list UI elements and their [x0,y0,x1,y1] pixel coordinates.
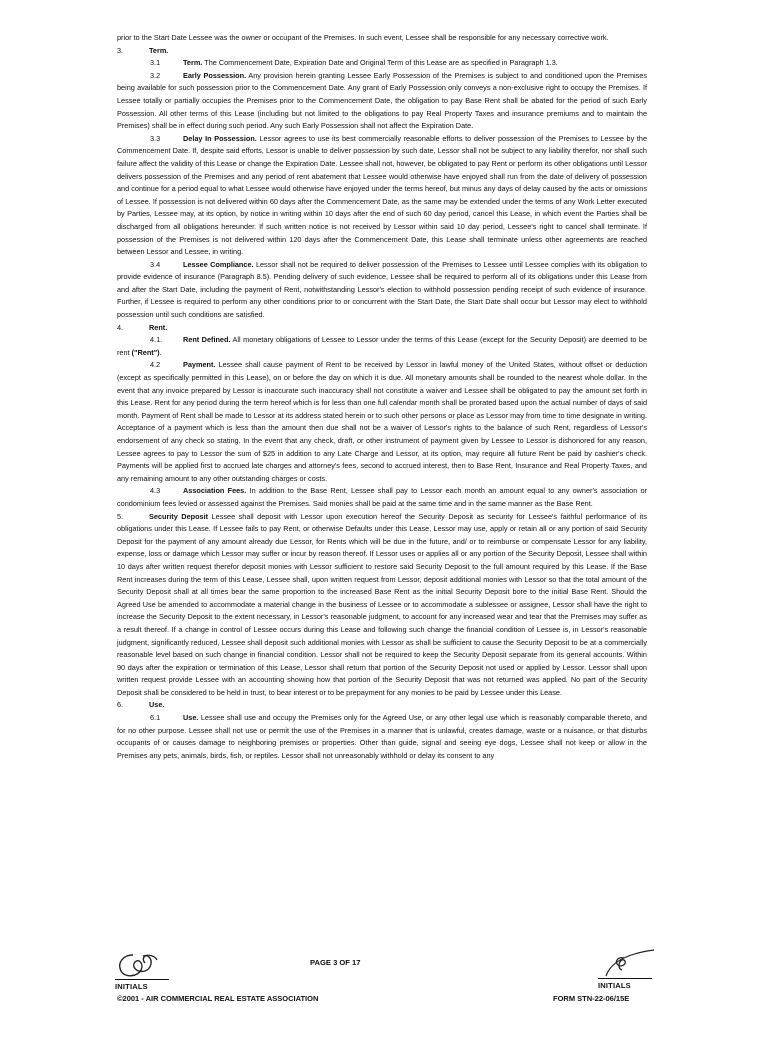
para-text: In addition to the Base Rent, Lessee shall pay to Lessor each month an amount equal to any owner's association or condominium fees levied or assessed against the Premises. Said monies shall be paid at the same time and in the same manner as the Base Rent. [117,486,648,508]
initials-label: INITIALS [598,978,652,990]
section-number: 6. [117,700,124,710]
para-title: Use. [183,713,199,723]
defined-term: ("Rent") [131,347,160,357]
para-end: . [159,347,162,357]
form-number: FORM STN-22-06/15E [553,994,630,1003]
para-number: 3.3 [150,133,161,143]
para-number: 4.2 [150,360,161,370]
section-4-heading [117,322,647,335]
initials-label: INITIALS [115,979,169,991]
para-3-3 [117,133,647,259]
para-title: Rent Defined. [183,335,231,345]
para-number: 3.4 [150,259,161,269]
para-text: The Commencement Date, Expiration Date and Original Term of this Lease are as specified in Paragraph 1.3. [204,58,558,68]
initials-right-block [598,948,658,990]
para-4-3 [117,485,647,510]
section-title: Rent. [149,322,168,332]
section-title: Security Deposit [149,511,209,521]
para-title: Association Fees. [183,486,247,496]
para-6-1 [117,712,647,762]
section-number: 4. [117,322,124,332]
lease-body [117,32,647,762]
section-3-heading [117,45,647,58]
para-text: All monetary obligations of Lessee to Lessor under the terms of this Lease (except for the Security Deposit) are deemed to be rent [117,335,648,357]
para-text: Lessee shall cause payment of Rent to be received by Lessor in lawful money of the United States, without offset or deduction (except as specifically permitted in this Lease), on or before the day on which it is due. All monetary amounts shall be rounded to the nearest whole dollar. In the event that any invoice prepared by Lessor is inaccurate such inaccuracy shall not constitute a waiver and Lessee shall be obligated to pay the amount set forth in this Lease. Rent for any period during the term hereof which is for less than one full calendar month shall be prorated based upon the actual number of days of said month. Payment of Rent shall be made to Lessor at its address stated herein or to such other persons or place as Lessor may from time to time designate in writing. Acceptance of a payment which is less than the amount then due shall not be a waiver of Lessor's rights to the balance of such Rent, regardless of Lessor's endorsement of any check so stating. In the event that any check, draft, or other instrument of payment given by Lessee to Lessor is dishonored for any reason, Lessee agrees to pay to Lessor the sum of $25 in addition to any Late Charge and Lessor, at its option, may require all future Rent be paid by cashier's check. Payments will be applied first to accrued late charges and attorney's fees, second to accrued interest, then to Base Rent, Insurance and Real Property Taxes, and any remaining amount to any other outstanding charges or costs. [117,360,648,483]
para-title: Term. [183,58,203,68]
para-3-4 [117,259,647,322]
para-3-2 [117,70,647,133]
section-title: Term. [149,45,169,55]
page-number: PAGE 3 OF 17 [310,958,361,967]
initials-signature-right [598,948,658,978]
para-title: Delay In Possession. [183,133,257,143]
initials-left-block [115,951,175,991]
section-title: Use. [149,700,165,710]
para-text: Lessor shall not be required to deliver possession of the Premises to Lessee until Lessee complies with its obligation to provide evidence of insurance (Paragraph 8.5). Pending delivery of such evidence, Lessee shall be required to perform all of its obligations under this Lease from and after the Start Date, including the payment of Rent, notwithstanding Lessor's election to withhold possession pending receipt of such evidence of insurance. Further, if Lessee is required to perform any other conditions prior to or concurrent with the Start Date, the Start Date shall occur but Lessor may elect to withhold possession until such conditions are satisfied. [117,259,647,320]
para-text: Lessor agrees to use its best commercially reasonable efforts to deliver possession of the Premises to Lessee by the Commencement Date. If, despite said efforts, Lessor is unable to deliver possession by such date, Lessor shall not be subject to any liability therefor, nor shall such failure affect the validity of this Lease or change the Expiration Date. Lessee shall not, however, be obligated to pay Rent or perform its other obligations until Lessor delivers possession of the Premises and any period of rent abatement that Lessee would otherwise have enjoyed shall run from the date of delivery of possession and continue for a period equal to what Lessee would otherwise have enjoyed under the terms hereof, but minus any days of delay caused by the acts or omissions of Lessee. If possession is not delivered within 60 days after the Commencement Date, as the same may be extended under the terms of any Work Letter executed by Parties, Lessee may, at its option, by notice in writing within 10 days after the end of such 60 day period, cancel this Lease, in which event the Parties shall be discharged from all obligations hereunder. If such written notice is not received by Lessor within said 10 day period, Lessee's right to cancel shall terminate. If possession of the Premises is not delivered within 120 days after the Commencement Date, this Lease shall terminate unless other agreements are reached between Lessor and Lessee, in writing. [117,133,647,257]
para-title: Early Possession. [183,70,247,80]
para-number: 3.1 [150,58,161,68]
para-number: 6.1 [150,713,161,723]
para-4-1 [117,334,647,359]
para-number: 4.3 [150,486,161,496]
intro-paragraph: prior to the Start Date Lessee was the owner or occupant of the Premises. In such event, Lessee shall be responsible for any necessary corrective work. [117,33,609,42]
para-title: Payment. [183,360,216,370]
initials-signature-left [115,951,165,979]
para-text: Lessee shall deposit with Lessor upon execution hereof the Security Deposit as security for Lessee's faithful performance of its obligations under this Lease. If Lessee fails to pay Rent, or otherwise Defaults under this Lease, Lessor may use, apply or retain all or any portion of said Security Deposit for the payment of any amount already due Lessor, for Rents which will be due in the future, and/ or to reimburse or compensate Lessor for any liability, expense, loss or damage which Lessor may suffer or incur by reason thereof. If Lessor uses or applies all or any portion of the Security Deposit, Lessee shall within 10 days after written request therefor deposit monies with Lessor sufficient to restore said Security Deposit to the full amount required by this Lease. If the Base Rent increases during the term of this Lease, Lessee shall, upon written request from Lessor, deposit additional monies with Lessor so that the total amount of the Security Deposit shall at all times bear the same proportion to the increased Base Rent as the initial Security Deposit bore to the initial Base Rent. Should the Agreed Use be amended to accommodate a material change in the business of Lessee or to accommodate a sublessee or assignee, Lessor shall have the right to increase the Security Deposit to the extent necessary, in Lessor's reasonable judgment, to account for any increased wear and tear that the Premises may suffer as a result thereof. If a change in control of Lessee occurs during this Lease and following such change the financial condition of Lessee is, in Lessor's reasonable judgment, significantly reduced, Lessee shall deposit such additional monies with Lessor as shall be sufficient to cause the Security Deposit to be at a commercially reasonable level based on such change in financial condition. Lessor shall not be required to keep the Security Deposit separate from its general accounts. Within 90 days after the expiration or termination of this Lease, Lessor shall return that portion of the Security Deposit not used or applied by Lessor. Lessor shall upon written request provide Lessee with an accounting showing how that portion of the Security Deposit that was not returned was applied. No part of the Security Deposit shall be considered to be held in trust, to bear interest or to be prepayment for any monies to be paid by Lessee under this Lease. [117,511,647,697]
section-5-paragraph [117,511,647,700]
section-number: 5. [117,511,124,521]
para-text: Any provision herein granting Lessee Early Possession of the Premises is subject to and conditioned upon the Premises being available for such possession prior to the Commencement Date. Any grant of Early Possession only conveys a non-exclusive right to occupy the Premises. If Lessee totally or partially occupies the Premises prior to the Commencement Date, the obligation to pay Base Rent shall be abated for the period of such Early Possession. All other terms of this Lease (including but not limited to the obligations to pay Real Property Taxes and insurance premiums and to maintain the Premises) shall be in effect during such period. Any such Early Possession shall not affect the Expiration Date. [117,70,647,131]
para-text: Lessee shall use and occupy the Premises only for the Agreed Use, or any other legal use which is reasonably comparable thereto, and for no other purpose. Lessee shall not use or permit the use of the Premises in a manner that is unlawful, creates damage, waste or a nuisance, or that disturbs occupants of or causes damage to neighboring premises or properties. Other than guide, signal and seeing eye dogs, Lessee shall not keep or allow in the Premises any pets, animals, birds, fish, or reptiles. Lessor shall not unreasonably withhold or delay its consent to any [117,713,647,760]
para-number: 4.1. [150,335,163,345]
section-number: 3. [117,45,124,55]
section-6-heading [117,699,647,712]
para-number: 3.2 [150,70,161,80]
para-3-1 [117,57,647,70]
para-title: Lessee Compliance. [183,259,254,269]
para-4-2 [117,359,647,485]
copyright-notice: ©2001 - AIR COMMERCIAL REAL ESTATE ASSOCIATION [117,994,319,1003]
